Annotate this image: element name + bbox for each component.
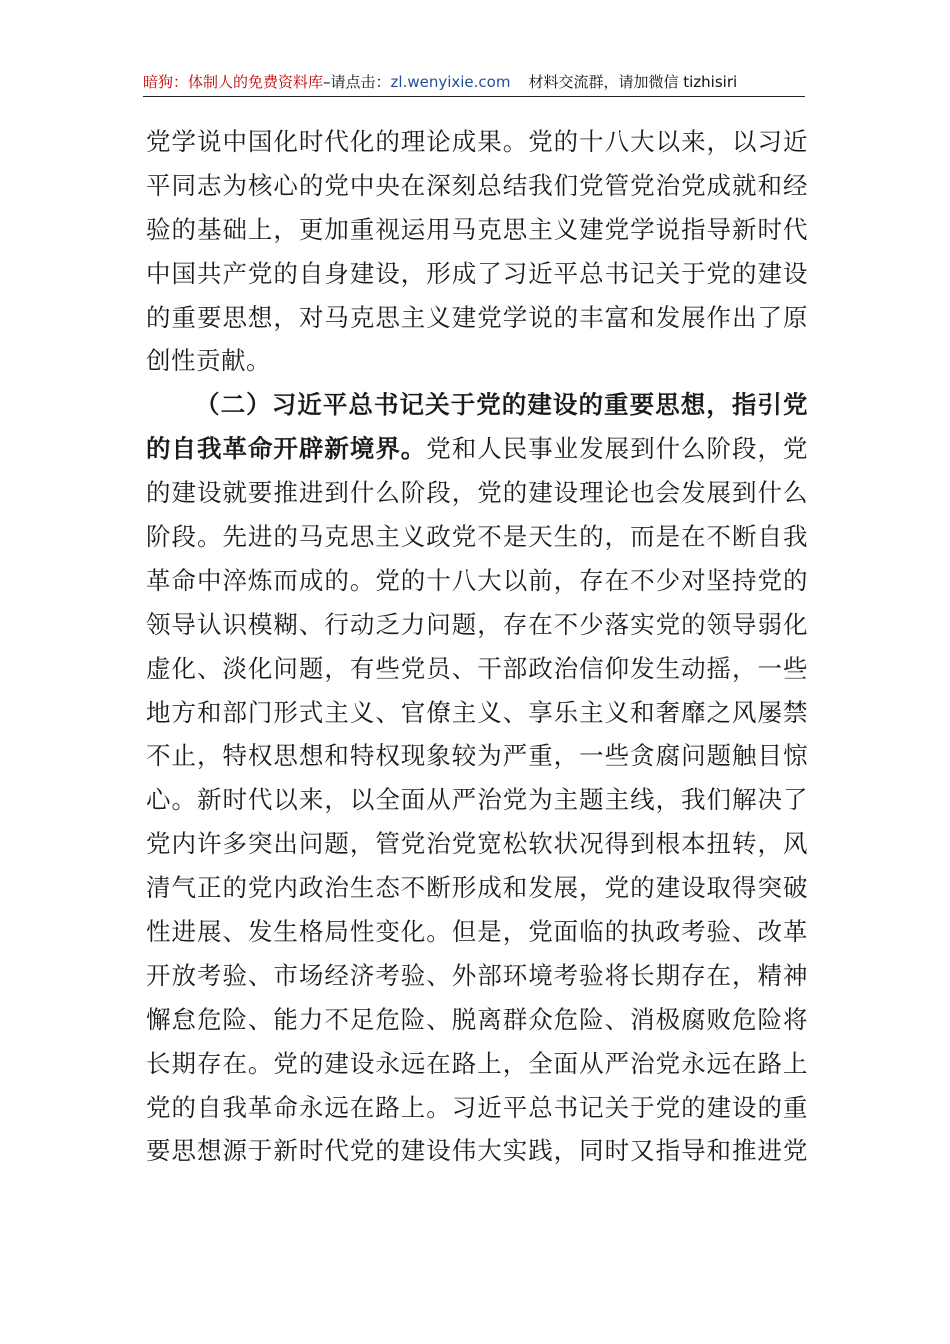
header-source: 暗狗：体制人的免费资料库 bbox=[143, 73, 324, 91]
text-line: 清气正的党内政治生态不断形成和发展，党的建设取得突破 bbox=[146, 873, 808, 903]
page-header bbox=[143, 70, 805, 94]
text-line-rest: 党和人民事业发展到什么阶段，党 bbox=[426, 434, 808, 464]
header-link-prefix: –请点击： bbox=[323, 73, 391, 91]
header-group-note: 材料交流群，请加微信 tizhisiri bbox=[528, 73, 738, 91]
section-heading: （二）习近平总书记关于党的建设的重要思想，指引党 bbox=[195, 390, 808, 420]
text-line: 领导认识模糊、行动乏力问题，存在不少落实党的领导弱化 bbox=[146, 609, 808, 639]
text-line: 创性贡献。 bbox=[146, 346, 271, 376]
text-line: 地方和部门形式主义、官僚主义、享乐主义和奢靡之风屡禁 bbox=[146, 697, 808, 727]
text-line: 的建设就要推进到什么阶段，党的建设理论也会发展到什么 bbox=[146, 478, 808, 508]
text-line: 党内许多突出问题，管党治党宽松软状况得到根本扭转，风 bbox=[146, 829, 808, 859]
document-body bbox=[146, 120, 808, 1173]
text-line: 懈怠危险、能力不足危险、脱离群众危险、消极腐败危险将 bbox=[146, 1004, 808, 1034]
header-divider bbox=[143, 96, 805, 97]
text-line: 不止，特权思想和特权现象较为严重，一些贪腐问题触目惊 bbox=[146, 741, 808, 771]
paragraph-1 bbox=[146, 120, 808, 383]
header-link[interactable]: zl.wenyixie.com bbox=[390, 73, 511, 91]
text-line: 阶段。先进的马克思主义政党不是天生的，而是在不断自我 bbox=[146, 522, 808, 552]
text-line: 长期存在。党的建设永远在路上，全面从严治党永远在路上 bbox=[146, 1048, 808, 1078]
text-line: 心。新时代以来，以全面从严治党为主题主线，我们解决了 bbox=[146, 785, 808, 815]
text-line: 要思想源于新时代党的建设伟大实践，同时又指导和推进党 bbox=[146, 1136, 808, 1166]
text-line: 中国共产党的自身建设，形成了习近平总书记关于党的建设 bbox=[146, 258, 808, 288]
text-line: 革命中淬炼而成的。党的十八大以前，存在不少对坚持党的 bbox=[146, 565, 808, 595]
text-line: 党的自我革命永远在路上。习近平总书记关于党的建设的重 bbox=[146, 1092, 808, 1122]
text-line: 虚化、淡化问题，有些党员、干部政治信仰发生动摇，一些 bbox=[146, 653, 808, 683]
text-line bbox=[146, 427, 808, 471]
text-line: 开放考验、市场经济考验、外部环境考验将长期存在，精神 bbox=[146, 960, 808, 990]
text-line: 性进展、发生格局性变化。但是，党面临的执政考验、改革 bbox=[146, 917, 808, 947]
text-line: 党学说中国化时代化的理论成果。党的十八大以来，以习近 bbox=[146, 127, 808, 156]
text-line: 验的基础上，更加重视运用马克思主义建党学说指导新时代 bbox=[146, 214, 808, 244]
text-line: 的重要思想，对马克思主义建党学说的丰富和发展作出了原 bbox=[146, 302, 808, 332]
text-line: 平同志为核心的党中央在深刻总结我们党管党治党成就和经 bbox=[146, 170, 808, 200]
paragraph-2 bbox=[146, 383, 808, 1173]
section-heading-tail: 的自我革命开辟新境界。 bbox=[146, 434, 427, 464]
